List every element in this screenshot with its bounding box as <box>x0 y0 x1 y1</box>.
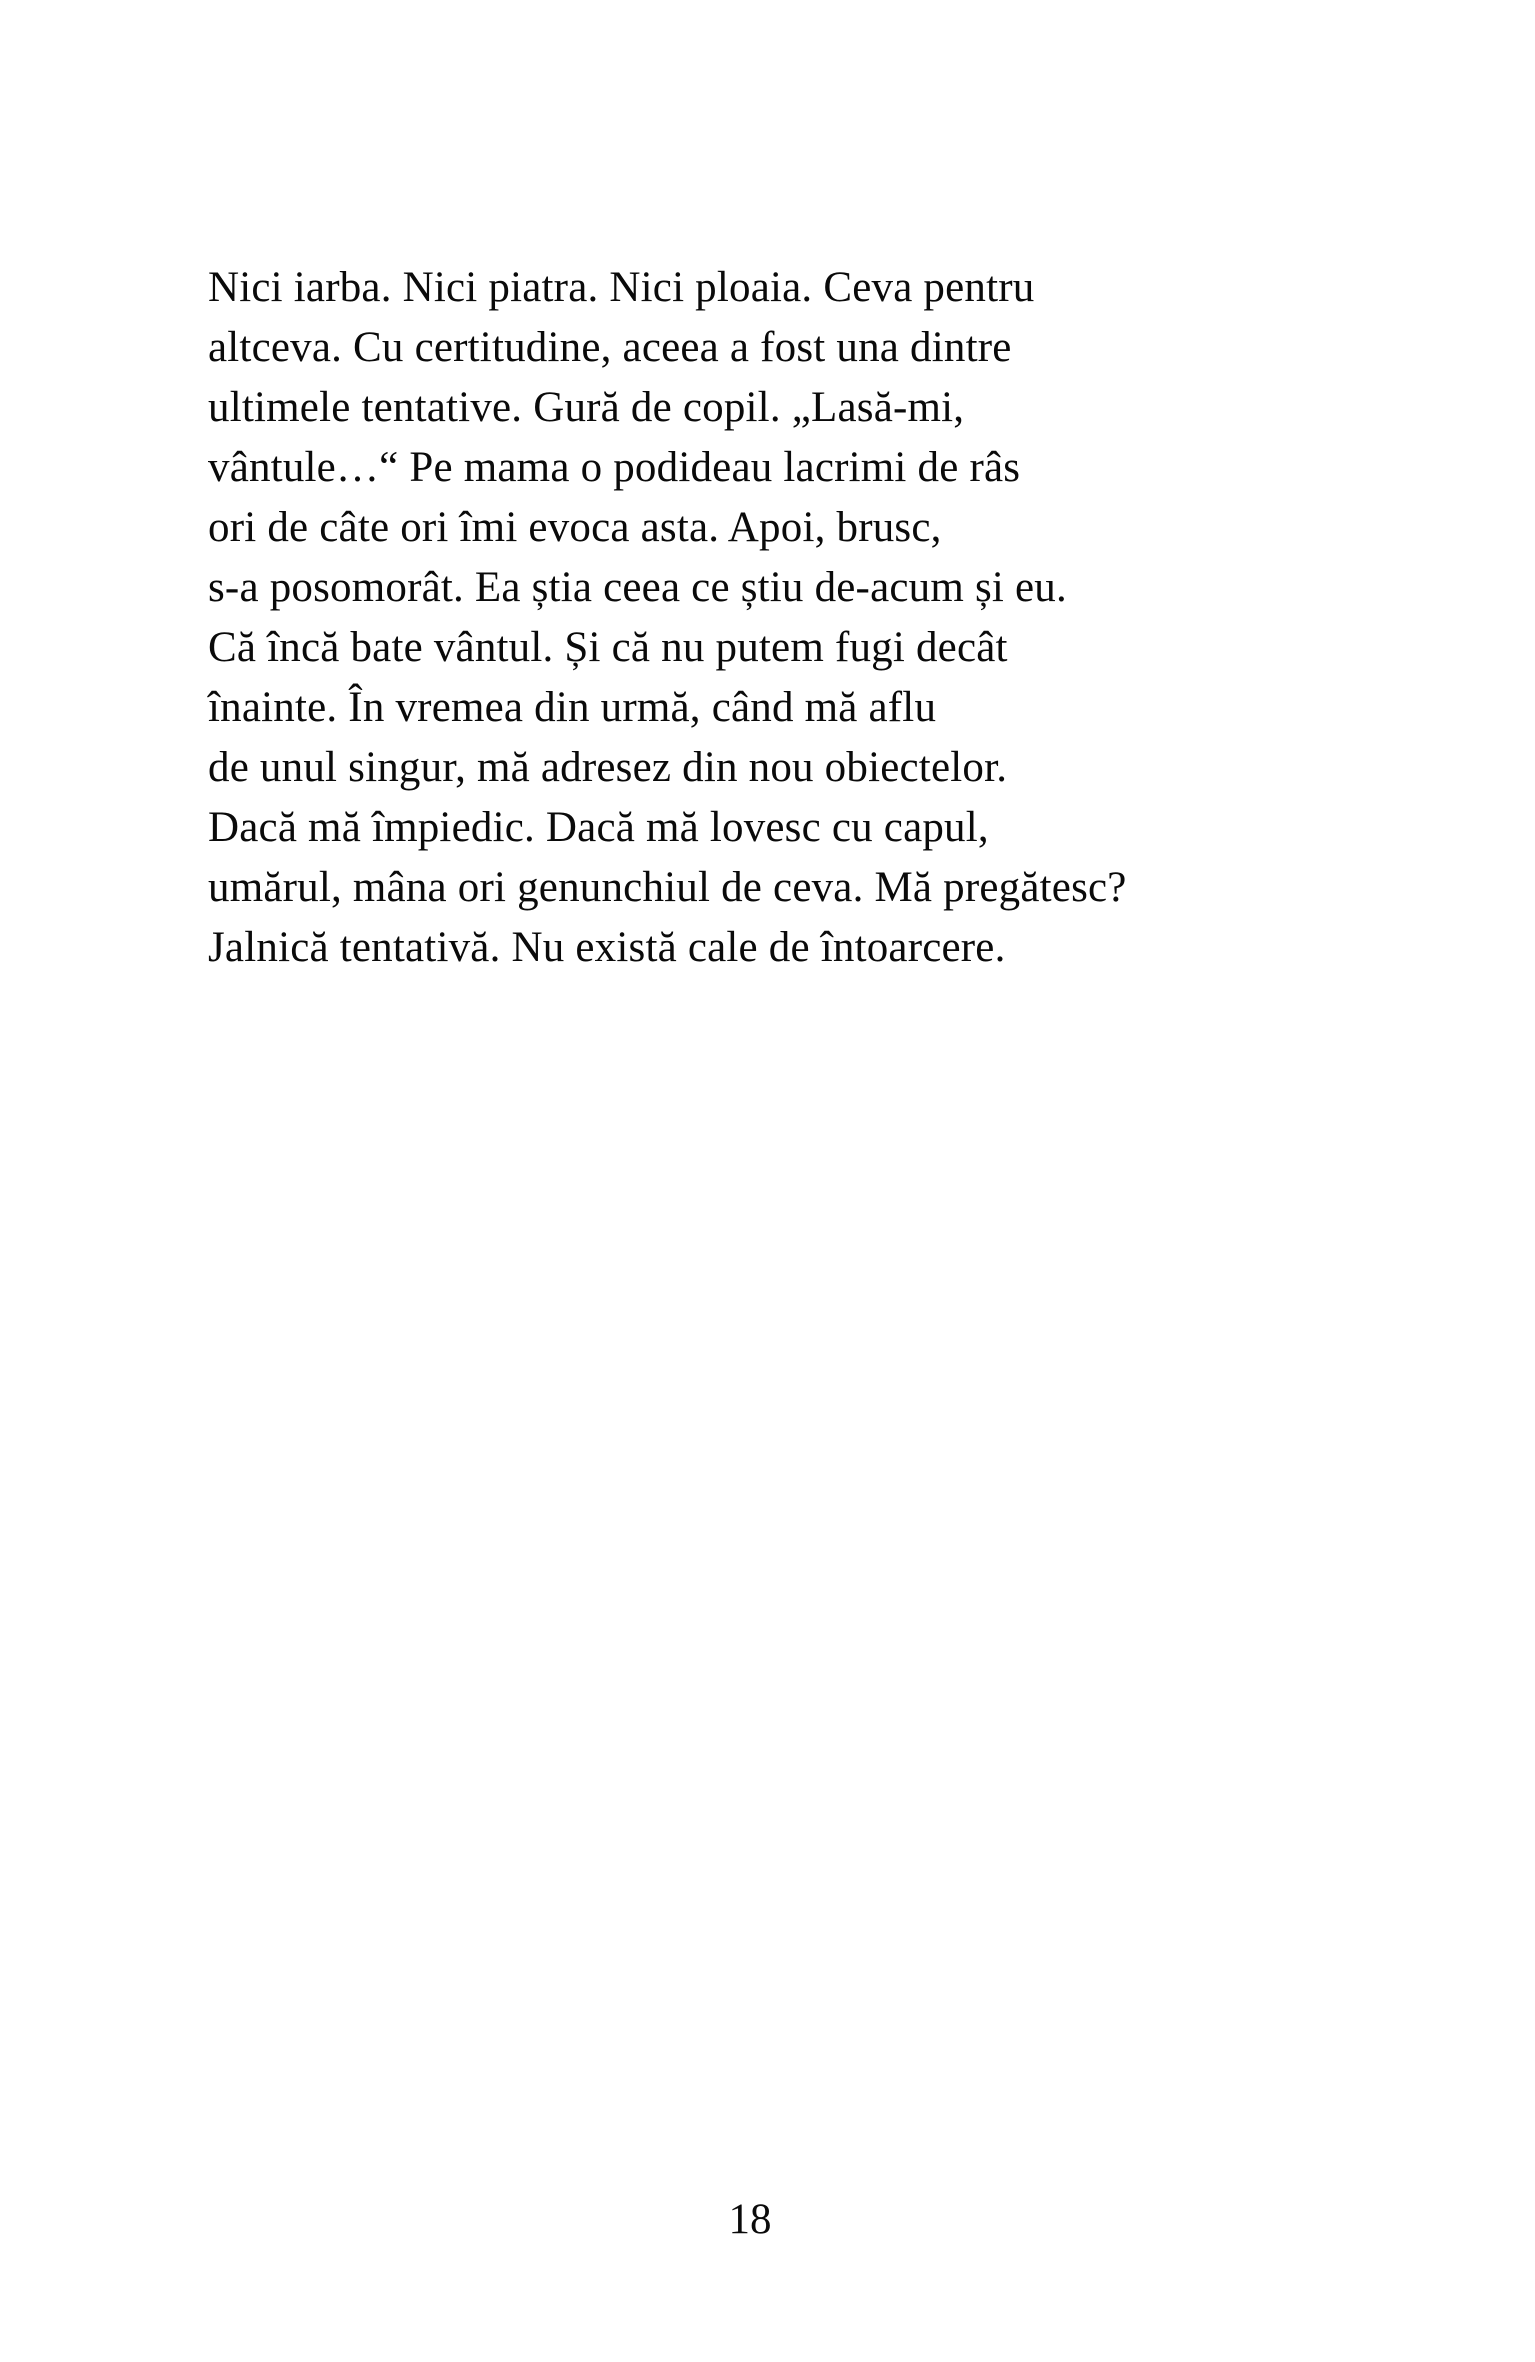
text-line: înainte. În vremea din urmă, când mă aflu <box>208 684 937 731</box>
text-line: vântule…“ Pe mama o podideau lacrimi de râs <box>208 444 1021 491</box>
page-number: 18 <box>728 2196 772 2243</box>
text-line: Că încă bate vântul. Și că nu putem fugi decât <box>208 624 1008 671</box>
text-line: s-a posomorât. Ea știa ceea ce știu de-acum și eu. <box>208 564 1067 611</box>
text-line: umărul, mâna ori genunchiul de ceva. Mă pregătesc? <box>208 864 1127 911</box>
text-line: Dacă mă împiedic. Dacă mă lovesc cu capul, <box>208 804 989 851</box>
text-line: altceva. Cu certitudine, aceea a fost una dintre <box>208 324 1012 371</box>
text-line: ultimele tentative. Gură de copil. „Lasă-mi, <box>208 384 965 431</box>
text-line: de unul singur, mă adresez din nou obiectelor. <box>208 744 1008 791</box>
text-line: ori de câte ori îmi evoca asta. Apoi, brusc, <box>208 504 942 551</box>
text-line: Nici iarba. Nici piatra. Nici ploaia. Ceva pentru <box>208 264 1035 311</box>
text-line: Jalnică tentativă. Nu există cale de întoarcere. <box>208 924 1006 971</box>
body-text <box>208 258 1348 978</box>
